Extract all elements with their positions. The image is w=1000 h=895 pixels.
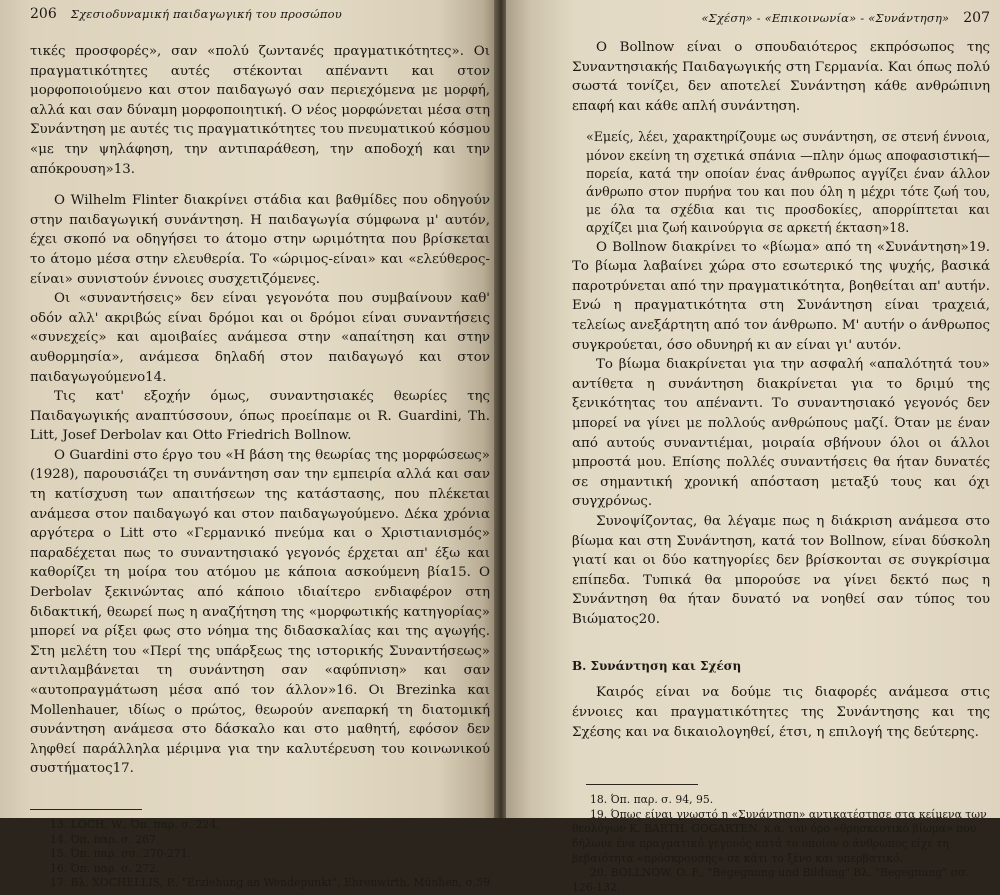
left-body-text xyxy=(30,42,490,779)
running-title: Σχεσιοδυναμική παιδαγωγική του προσώπου xyxy=(70,7,342,21)
page-number: 207 xyxy=(963,10,990,26)
right-running-head xyxy=(572,10,990,26)
footnote: 17. Βλ. XOCHELLIS, P., "Erziehung an Wendepunkt", Ehrenwirth, Münhen, σ.59 xyxy=(50,876,490,890)
footnote: 20. BOLLNOW, O. F., "Begegnung und Bildung" Βλ. "Begegnung" σσ. 126-132. xyxy=(572,866,969,894)
paragraph: Ο Wilhelm Flinter διακρίνει στάδια και βαθμίδες που οδηγούν στην παιδαγωγική συνάντηση. Η παιδαγωγία σύμφωνα μ' αυτόν, έχει σκοπό να οδηγήσει το άτομο στην ωριμότητα που βρίσκεται το άτομο μέσα στην ελευθερία. Το «ώριμος-είναι» και «ελεύθερος-είναι» συνιστούν έννοιες συσχετιζόμενες. xyxy=(30,193,490,287)
right-body-text xyxy=(572,38,990,742)
section-heading: Β. Συνάντηση και Σχέση xyxy=(572,659,742,674)
footnote: 18. Όπ. παρ. σ. 94, 95. xyxy=(590,793,714,807)
left-running-head xyxy=(30,6,490,22)
running-title: «Σχέση» - «Επικοινωνία» - «Συνάντηση» xyxy=(701,11,950,25)
paragraph: Καιρός είναι να δούμε τις διαφορές ανάμεσα στις έννοιες και πραγματικότητες της Συνάντησης και της Σχέσης και να δικαιολογηθεί, έτσι, η επιλογή της δεύτερης. xyxy=(572,685,990,740)
footnote: 15. Όπ. παρ. σσ. 270-271. xyxy=(50,847,192,861)
footnote: 13. LOCH, W., Όπ. παρ. σ. 224. xyxy=(50,817,220,831)
footnotes xyxy=(30,818,490,891)
paragraph: Ο Bollnow διακρίνει το «βίωμα» από τη «Συνάντηση»19. Το βίωμα λαβαίνει χώρα στο εσωτερικό της ψυχής, βασικά παροτρύνεται από την πραγματικότητα, βοηθείται απ' αυτήν. Ενώ η πραγματικότητα στη Συνάντηση είναι τραχειά, τελείως ανεξάρτητη από τον άνθρωπο. Μ' αυτήν ο άνθρωπος συγκρούεται, όσο οδυνηρή κι αν είναι γι' αυτόν. xyxy=(572,239,990,353)
paragraph: Οι «συναντήσεις» δεν είναι γεγονότα που συμβαίνουν καθ' οδόν αλλ' ακριβώς είναι δρόμοι και οι δρόμοι είναι συναντήσεις «συνεχείς» και αμοιβαίες ανάμεσα στην «απαίτηση και στην αυθορμησία», ανάμεσα δηλαδή στον παιδαγωγό και στον παιδαγωγούμενο14. xyxy=(30,291,490,385)
footnote: 19. Όπως είναι γνωστό η «Συνάντηση» αντικατέστησε στα κείμενα των θεολόγων K. BARTH, GOGARTEN, κ.ά. τον όρο «θρησκευτικό βίωμα» που δήλωνε ένα πραγματικό γεγονός κατά το οποίον ο άνθρωπος είχε τη βεβαιότητα «πρόσκρουσης» σε κάτι το ξένο και υπερβατικό. xyxy=(572,807,987,865)
right-page xyxy=(506,0,1000,894)
footnote-divider xyxy=(586,784,698,785)
footnote-divider xyxy=(30,809,142,810)
paragraph: τικές προσφορές», σαν «πολύ ζωντανές πραγματικότητες». Οι πραγματικότητες αυτές στέκονται απέναντι και στον μορφοποιούμενο και στον παιδαγωγό σαν περιεχόμενα με μορφή, αλλά και σαν δύναμη μορφοποιητική. Ο νέος μορφώνεται μέσα στη Συνάντηση με αυτές τις πραγματικότητες του πνευματικού κόσμου «με την ψηλάφηση, την αντιπαράθεση, την αποδοχή και την απόκρουση»13. xyxy=(30,44,490,177)
paragraph: Συνοψίζοντας, θα λέγαμε πως η διάκριση ανάμεσα στο βίωμα και στη Συνάντηση, κατά τον Bollnow, είναι δύσκολη γιατί και οι δύο κατηγορίες δεν βρίσκονται σε συγκρίσιμα επίπεδα. Τυπικά θα μπορούσε να γίνει δεκτό πως η Συνάντηση θα ήταν δυνατό να νοηθεί σαν τύπος του Βιώματος20. xyxy=(572,513,990,627)
paragraph: Τις κατ' εξοχήν όμως, συναντησιακές θεωρίες της Παιδαγωγικής αναπτύσσουν, όπως προείπαμε οι R. Guardini, Th. Litt, Josef Derbolav και Otto Friedrich Bollnow. xyxy=(30,389,490,444)
paragraph: Ο Bollnow είναι ο σπουδαιότερος εκπρόσωπος της Συναντησιακής Παιδαγωγικής στη Γερμανία. Και όπως πολύ σωστά τονίζει, δεν αποτελεί Συνάντηση κάθε ανθρώπινη επαφή και κάθε απλή συνάντηση. xyxy=(572,40,990,114)
footnote: 16. Όπ. παρ. σ. 272. xyxy=(50,861,160,875)
footnotes xyxy=(572,793,990,895)
block-quote: «Εμείς, λέει, χαρακτηρίζουμε ως συνάντηση, σε στενή έννοια, μόνον εκείνη τη σχετικά σπάνια —πλην όμως αποφασιστική— πορεία, κατά την οποίαν ένας άνθρωπος αγγίζει έναν άλλον άνθρωπο στον πυρήνα του και που όλη η μέχρι τότε ζωή του, με όλα τα σχέδια και τις προσδοκίες, απορρίπτεται και αρχίζει μια ζωή καινούργια σε αρκετή έκταση»18. xyxy=(586,129,990,236)
page-number: 206 xyxy=(30,6,57,22)
footnote: 14. Όπ. παρ. σ. 267. xyxy=(50,832,160,846)
paragraph: Το βίωμα διακρίνεται για την ασφαλή «απαλότητά του» αντίθετα η συνάντηση διακρίνεται για το δριμύ της ξενικότητας του απέναντι. Το συναντησιακό γεγονός δεν μπορεί να γίνει με πολλούς ανθρώπους μαζί. Όταν με έναν από αυτούς συναντιέμαι, μοιραία σβήνουν όλοι οι άλλοι μπροστά μου. Επίσης πολλές συναντήσεις θα ήταν δυνατές σε σημαντική χρονική απόσταση μεταξύ τους και όχι συγχρόνως. xyxy=(572,357,990,510)
paragraph: Ο Guardini στο έργο του «Η βάση της θεωρίας της μορφώσεως» (1928), παρουσιάζει τη συνάντηση σαν την εμπειρία αλλά και σαν τη κατίσχυση των απαιτήσεων της κατάστασης, που πλέκεται ανάμεσα στον παιδαγωγό και στον παιδαγωγούμενο. Δέκα χρόνια αργότερα ο Litt στο «Γερμανικό πνεύμα και ο Χριστιανισμός» παραδέχεται πως το συναντησιακό γεγονός έρχεται απ' έξω και καθορίζει τη μοίρα του ατόμου με κάποια ασκούμενη βία15. Ο Derbolav ξεκινώντας από κάποιο ιδιαίτερο ενδιαφέρον στη διδακτική, θεωρεί πως η αναζήτηση της «μορφωτικής κατηγορίας» μπορεί να ρίξει φως στο νόημα της διδασκαλίας και της αγωγής. Στη μελέτη του «Περί της υπάρξεως της ιστορικής Συναντήσεως» αντιλαμβάνεται τη συνάντηση σαν «αφύπνιση» και σαν «αυτοπραγμάτωση μέσα από τον άλλον»16. Οι Brezinka και Mollenhauer, ιδίως ο πρώτος, θεωρούν ανεπαρκή τη διατομική συνάντηση ανάμεσα στο δάσκαλο και στο μαθητή, εφόσον δεν ληφθεί παράλληλα μέριμνα για την καλυτέρευση του κοινωνικού συστήματος17. xyxy=(30,447,490,777)
left-page xyxy=(0,0,498,890)
